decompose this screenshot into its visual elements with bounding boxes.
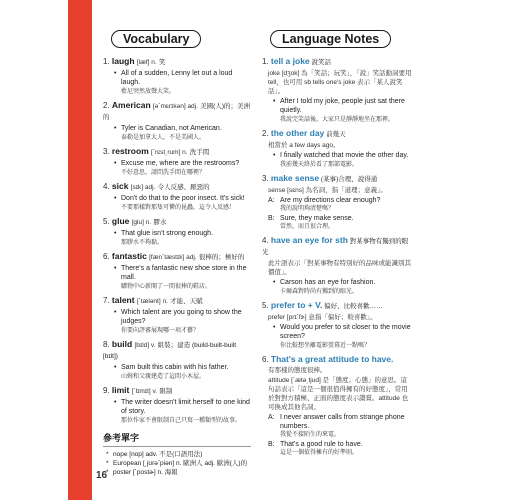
vocab-pronunciation: [əˋmɛrɪkən] adj. <box>152 103 198 110</box>
vocab-word: limit <box>111 385 130 395</box>
example-chinese: 不要那樣對那隻可憐的昆蟲，這令人反感！ <box>121 205 236 211</box>
note-entry <box>262 173 412 231</box>
example-sentence <box>103 159 251 177</box>
vocab-word: laugh <box>111 56 135 66</box>
dialog-english: That's a good rule to have. <box>280 441 363 448</box>
reference-title: 參考單字 <box>103 431 251 447</box>
red-margin-bar <box>68 0 92 500</box>
note-meaning: (某事)合理、說得通 <box>319 176 378 183</box>
dialog-chinese: 我從不接陌生的來電。 <box>280 432 341 438</box>
example-english: Sam built this cabin with his father. <box>121 364 229 371</box>
dialog-speaker: B: <box>268 441 275 448</box>
note-entry <box>262 235 412 296</box>
example-english: All of a sudden, Lenny let out a loud laugh. <box>121 70 233 86</box>
note-phrase: the other day <box>270 128 325 138</box>
example-sentence <box>103 264 251 291</box>
note-phrase: prefer to + V. <box>270 300 323 310</box>
entry-number: 3. <box>262 174 271 183</box>
vocab-entry <box>103 146 251 177</box>
vocab-entry <box>103 339 251 381</box>
vocab-entry <box>103 181 251 212</box>
example-chinese: 你要向評審展現哪一項才藝？ <box>121 328 200 334</box>
entry-number: 6. <box>103 252 110 261</box>
vocab-meaning: 膠水 <box>153 219 167 226</box>
vocab-meaning: 洗手間 <box>189 149 210 156</box>
example-sentence <box>103 398 251 425</box>
entry-number: 7. <box>103 296 110 305</box>
example-sentence <box>262 151 412 169</box>
vocab-word: restroom <box>111 146 149 156</box>
example-sentence <box>103 308 251 335</box>
note-explanation: prefer [prɪˋfɝ] 意指「偏好；較喜歡」。 <box>268 314 377 321</box>
dialog-body <box>280 214 354 231</box>
dialog-line <box>262 196 412 213</box>
vocab-pronunciation: [ˋtælənt] n. <box>136 298 168 305</box>
note-phrase: have an eye for sth <box>270 235 348 245</box>
example-english: I finally watched that movie the other day. <box>280 152 409 159</box>
vocab-word: fantastic <box>111 251 147 261</box>
example-sentence <box>262 97 412 124</box>
dialog-chinese: 我的說明夠清楚嗎？ <box>280 206 335 212</box>
note-explanation: 此片語表示「對某事物有特別好的品味或能識別其價值」。 <box>268 260 411 276</box>
note-meaning: 說笑話 <box>309 59 331 66</box>
vocab-meaning: 才能、天賦 <box>170 298 203 305</box>
note-explanation: attitude [ˋætə͵tjud] 是「態度；心態」的意思。這句話表示「這是一個很值得擁有的好態度」，常用於對對方積極、正面的態度表示讚賞。attitude 也可換成其他名詞。 <box>268 377 409 411</box>
reference-item: * nope [nop] adv. 不是(口語用法) <box>103 450 251 459</box>
vocab-word: American <box>111 100 151 110</box>
vocab-entry <box>103 100 251 142</box>
example-english: The writer doesn't limit herself to one kind of story. <box>121 399 250 415</box>
entry-number: 4. <box>262 236 271 245</box>
entry-number: 5. <box>103 217 110 226</box>
vocab-meaning: 限制 <box>159 388 173 395</box>
example-english: Would you prefer to sit closer to the movie screen? <box>280 324 411 340</box>
vocab-pronunciation: [sɪk] adj. <box>130 184 156 191</box>
dialog-body <box>280 196 380 213</box>
entry-number: 1. <box>103 57 110 66</box>
dialog-speaker: A: <box>268 197 275 204</box>
language-notes-title: Language Notes <box>270 30 391 48</box>
dialog-line <box>262 413 412 439</box>
example-chinese: 那位作家不會限制自己只寫一種類型的故事。 <box>121 418 242 424</box>
vocab-pronunciation: [fænˋtæstɪk] adj. <box>149 254 197 261</box>
vocabulary-title: Vocabulary <box>111 30 201 48</box>
dialog-speaker: B: <box>268 215 275 222</box>
entry-number: 3. <box>103 147 110 156</box>
vocab-entry <box>103 216 251 247</box>
example-sentence <box>262 323 412 350</box>
vocab-pronunciation: [glu] n. <box>131 219 152 226</box>
example-sentence <box>103 229 251 247</box>
dialog-line <box>262 214 412 231</box>
note-explanation: joke [dʒok] 為「笑話；玩笑」，「說」笑話動詞要用 tell，也可用 sb tells one's joke 表示「某人說笑話」。 <box>268 70 412 95</box>
vocab-pronunciation: [ˋrɛst͵rum] n. <box>150 149 188 156</box>
dialog-body <box>280 440 363 457</box>
vocab-meaning: 笑 <box>158 59 166 66</box>
language-notes-column <box>262 30 412 461</box>
vocab-pronunciation: [ˋlɪmɪt] v. <box>131 388 158 395</box>
example-english: There's a fantastic new shoe store in the mall. <box>121 265 247 281</box>
example-sentence <box>103 69 251 96</box>
vocabulary-column <box>103 30 251 477</box>
entry-number: 2. <box>103 101 110 110</box>
dialog-chinese: 當然，而且很合理。 <box>280 224 335 230</box>
dialog-chinese: 這是一個值得擁有的好準則。 <box>280 450 359 456</box>
example-chinese: 山姆和父親建造了這間小木屋。 <box>121 374 206 380</box>
vocab-meaning: 美國(人)的；美洲的 <box>103 103 250 121</box>
note-header <box>262 128 412 140</box>
vocab-entry <box>103 385 251 425</box>
note-entry <box>262 354 412 457</box>
note-entry <box>262 128 412 169</box>
note-meaning: 對某事物有獨到的眼光 <box>262 238 409 256</box>
vocab-word: glue <box>111 216 130 226</box>
vocabulary-list <box>103 56 251 425</box>
vocab-word: talent <box>111 295 135 305</box>
vocab-entry <box>103 251 251 291</box>
vocab-meaning: 組裝；建造 (build-built-built [bɪlt]) <box>103 342 237 360</box>
note-explanation: 有那樣的態度很棒。 <box>268 367 327 374</box>
vocab-word: sick <box>111 181 129 191</box>
example-chinese: 那膠水不夠黏。 <box>121 240 164 246</box>
reference-words <box>103 431 251 477</box>
vocab-meaning: 令人反感、厭惡的 <box>157 184 210 191</box>
vocab-entry <box>103 295 251 335</box>
example-sentence <box>103 363 251 381</box>
entry-number: 6. <box>262 355 271 364</box>
example-chinese: 我說完笑話後，大家只是靜靜地坐在那裡。 <box>280 117 395 123</box>
vocab-meaning: 很棒的；極好的 <box>198 254 245 261</box>
dialog-body <box>280 413 412 439</box>
entry-number: 2. <box>262 129 271 138</box>
example-english: Excuse me, where are the restrooms? <box>121 160 240 167</box>
example-chinese: 卡爾森對時尚有獨到的眼光。 <box>280 289 359 295</box>
example-english: That glue isn't strong enough. <box>121 230 214 237</box>
note-meaning: 前幾天 <box>324 131 346 138</box>
dialog-speaker: A: <box>268 414 275 421</box>
example-chinese: 泰勒是加拿大人，不是美國人。 <box>121 135 206 141</box>
example-sentence <box>103 194 251 212</box>
example-chinese: 藍尼突然放聲大笑。 <box>121 89 176 95</box>
note-header <box>262 354 412 365</box>
vocab-entry <box>103 56 251 96</box>
example-english: Which talent are you going to show the judges? <box>121 309 242 325</box>
note-header <box>262 173 412 185</box>
example-english: Tyler is Canadian, not American. <box>121 125 222 132</box>
dialog-english: I never answer calls from strange phone numbers. <box>280 414 405 430</box>
example-sentence <box>262 278 412 296</box>
note-phrase: tell a joke <box>270 56 310 66</box>
reference-item: * European [͵jʊrəˋpiən] n. 歐洲人 adj. 歐洲(人)的 <box>103 459 251 468</box>
note-phrase: make sense <box>270 173 320 183</box>
example-chinese: 我前幾天終於看了那部電影。 <box>280 162 359 168</box>
example-sentence <box>103 124 251 142</box>
dialog-english: Are my directions clear enough? <box>280 197 381 204</box>
entry-number: 9. <box>103 386 110 395</box>
note-header <box>262 56 412 68</box>
entry-number: 4. <box>103 182 110 191</box>
note-explanation: 相當於 a few days ago。 <box>268 142 340 149</box>
example-chinese: 不好意思，請問洗手間在哪裡？ <box>121 170 206 176</box>
language-notes-list <box>262 56 412 457</box>
note-header <box>262 300 412 312</box>
page-number: 16 <box>96 470 108 481</box>
vocab-word: build <box>111 339 133 349</box>
dialog-english: Sure, they make sense. <box>280 215 354 222</box>
example-chinese: 購物中心新開了一間很棒的鞋店。 <box>121 284 212 290</box>
example-english: After I told my joke, people just sat there quietly. <box>280 98 405 114</box>
example-chinese: 你比較想坐離電影螢幕近一點嗎？ <box>280 343 371 349</box>
entry-number: 8. <box>103 340 110 349</box>
note-entry <box>262 56 412 124</box>
entry-number: 5. <box>262 301 271 310</box>
note-explanation: sense [sɛns] 為名詞，指「道理；意義」。 <box>268 187 387 194</box>
dialog-line <box>262 440 412 457</box>
note-meaning: 偏好、比較喜歡…… <box>322 303 383 310</box>
vocab-pronunciation: [bɪld] v. <box>134 342 156 349</box>
note-header <box>262 235 412 258</box>
reference-item: * poster [ˋpostɚ] n. 海報 <box>103 468 251 477</box>
note-entry <box>262 300 412 350</box>
example-english: Carson has an eye for fashion. <box>280 279 376 286</box>
vocab-pronunciation: [læf] n. <box>136 59 157 66</box>
note-phrase: That's a great attitude to have. <box>270 354 394 364</box>
entry-number: 1. <box>262 57 271 66</box>
example-english: Don't do that to the poor insect. It's sick! <box>121 195 245 202</box>
